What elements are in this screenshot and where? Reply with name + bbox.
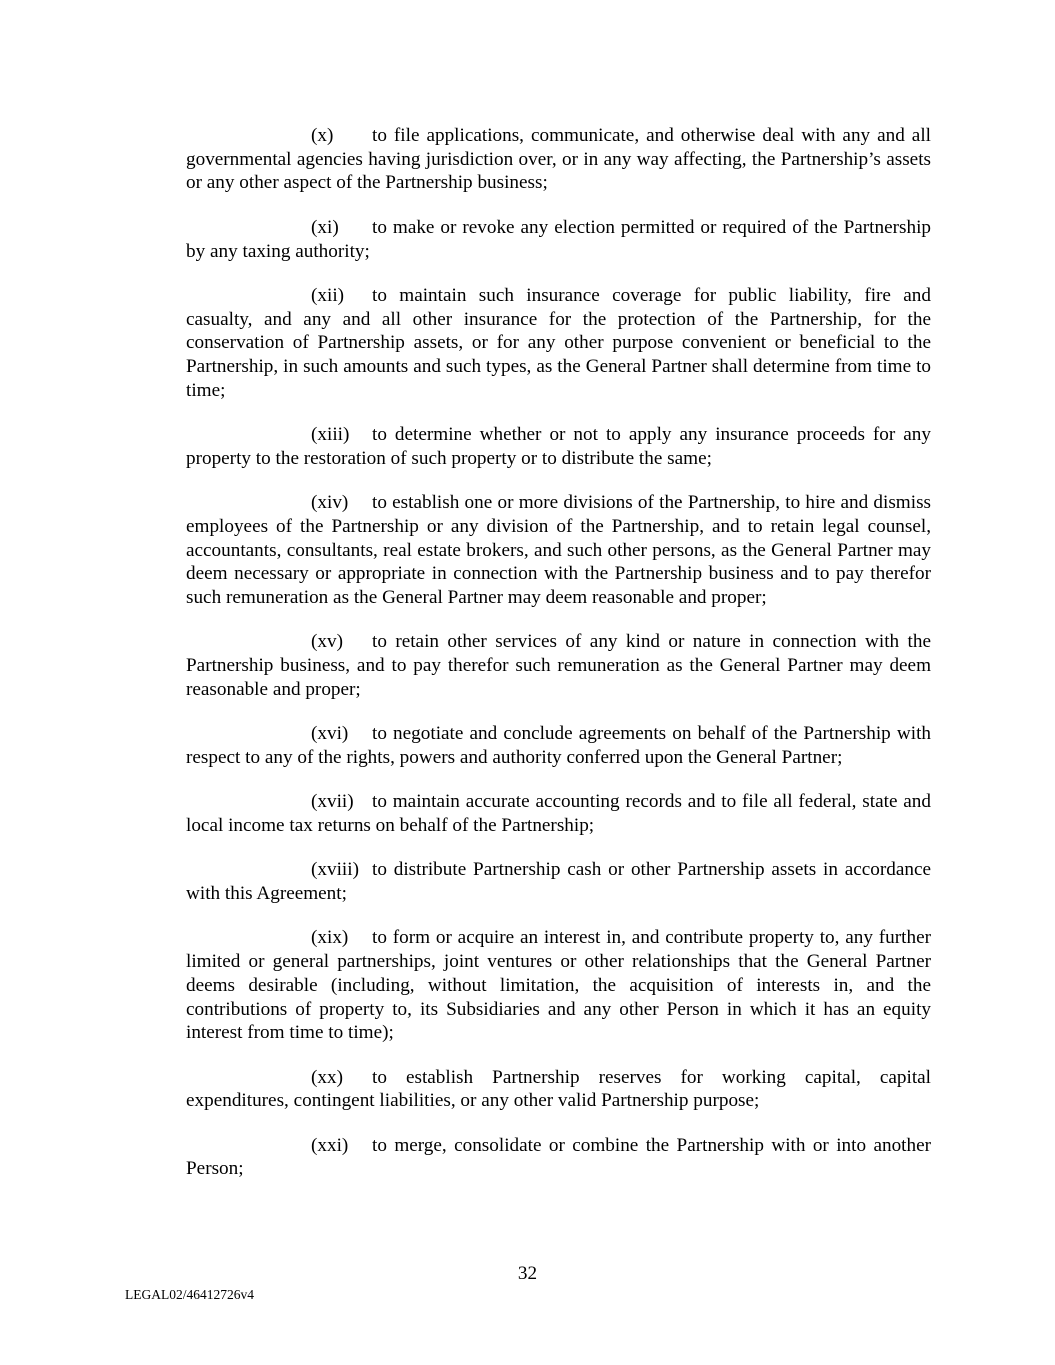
clause-xix bbox=[186, 926, 931, 1045]
clause-text: to merge, consolidate or combine the Partnership with or into another Person; bbox=[186, 1134, 931, 1180]
clause-number: (xi) bbox=[311, 216, 339, 238]
clause-xvi bbox=[186, 722, 931, 769]
clause-number: (xii) bbox=[311, 284, 345, 306]
page-number: 32 bbox=[517, 1263, 538, 1284]
clause-text: to maintain such insurance coverage for public liability, fire and casualty, and any and all other insurance for the protection of the Partnership, for the conservation of Partnership assets, or for any other purpose convenient or beneficial to the Partnership, in such amounts and such types, as the General Partner shall determine from time to time; bbox=[186, 284, 931, 401]
clause-x bbox=[186, 124, 931, 195]
clause-number: (xxi) bbox=[311, 1134, 349, 1156]
clause-xxi bbox=[186, 1134, 931, 1181]
clause-text: to negotiate and conclude agreements on behalf of the Partnership with respect to any of the rights, powers and authority conferred upon the General Partner; bbox=[186, 723, 931, 768]
clause-number: (xiv) bbox=[311, 492, 349, 514]
clause-xv bbox=[186, 630, 931, 701]
clause-text: to maintain accurate accounting records and to file all federal, state and local income tax returns on behalf of the Partnership; bbox=[186, 791, 931, 836]
clause-text: to retain other services of any kind or nature in connection with the Partnership business, and to pay therefor such remuneration as the General Partner may deem reasonable and proper; bbox=[186, 631, 931, 700]
clause-xx bbox=[186, 1066, 931, 1113]
clause-number: (xix) bbox=[311, 927, 349, 949]
clause-number: (xvii) bbox=[311, 791, 354, 813]
clause-xviii bbox=[186, 858, 931, 905]
clause-text: to determine whether or not to apply any insurance proceeds for any property to the restoration of such property or to distribute the same; bbox=[186, 424, 931, 469]
clause-xiii bbox=[186, 423, 931, 470]
clause-number: (xiii) bbox=[311, 424, 350, 446]
clause-number: (x) bbox=[311, 125, 334, 146]
clause-xiv bbox=[186, 491, 931, 610]
clause-number: (xvi) bbox=[311, 723, 349, 745]
clause-list bbox=[186, 124, 931, 1202]
document-id: LEGAL02/46412726v4 bbox=[125, 1287, 254, 1302]
clause-text: to establish Partnership reserves for working capital, capital expenditures, contingent liabilities, or any other valid Partnership purpose; bbox=[186, 1066, 931, 1112]
clause-number: (xv) bbox=[311, 631, 343, 653]
clause-xi bbox=[186, 216, 931, 263]
clause-xvii bbox=[186, 790, 931, 837]
clause-text: to make or revoke any election permitted or required of the Partnership by any taxing authority; bbox=[186, 216, 931, 262]
clause-text: to distribute Partnership cash or other Partnership assets in accordance with this Agreement; bbox=[186, 859, 931, 905]
clause-text: to form or acquire an interest in, and contribute property to, any further limited or general partnerships, joint ventures or other relationships that the General Partner deems desirable (including, without limitation, the acquisition of interests in, and the contributions of property to, its Subsidiaries and any other Person in which it has an equity interest from time to time); bbox=[186, 927, 931, 1044]
clause-xii bbox=[186, 284, 931, 403]
clause-number: (xviii) bbox=[311, 859, 359, 881]
clause-text: to file applications, communicate, and otherwise deal with any and all governmental agencies having jurisdiction over, or in any way affecting, the Partnership’s assets or any other aspect of the Partnership business; bbox=[186, 125, 931, 194]
clause-text: to establish one or more divisions of the Partnership, to hire and dismiss employees of the Partnership or any division of the Partnership, and to retain legal counsel, accountants, consultants, real estate brokers, and such other persons, as the General Partner may deem necessary or appropriate in connection with the Partnership business and to pay therefor such remuneration as the General Partner may deem reasonable and proper; bbox=[186, 492, 931, 608]
clause-number: (xx) bbox=[311, 1066, 343, 1088]
